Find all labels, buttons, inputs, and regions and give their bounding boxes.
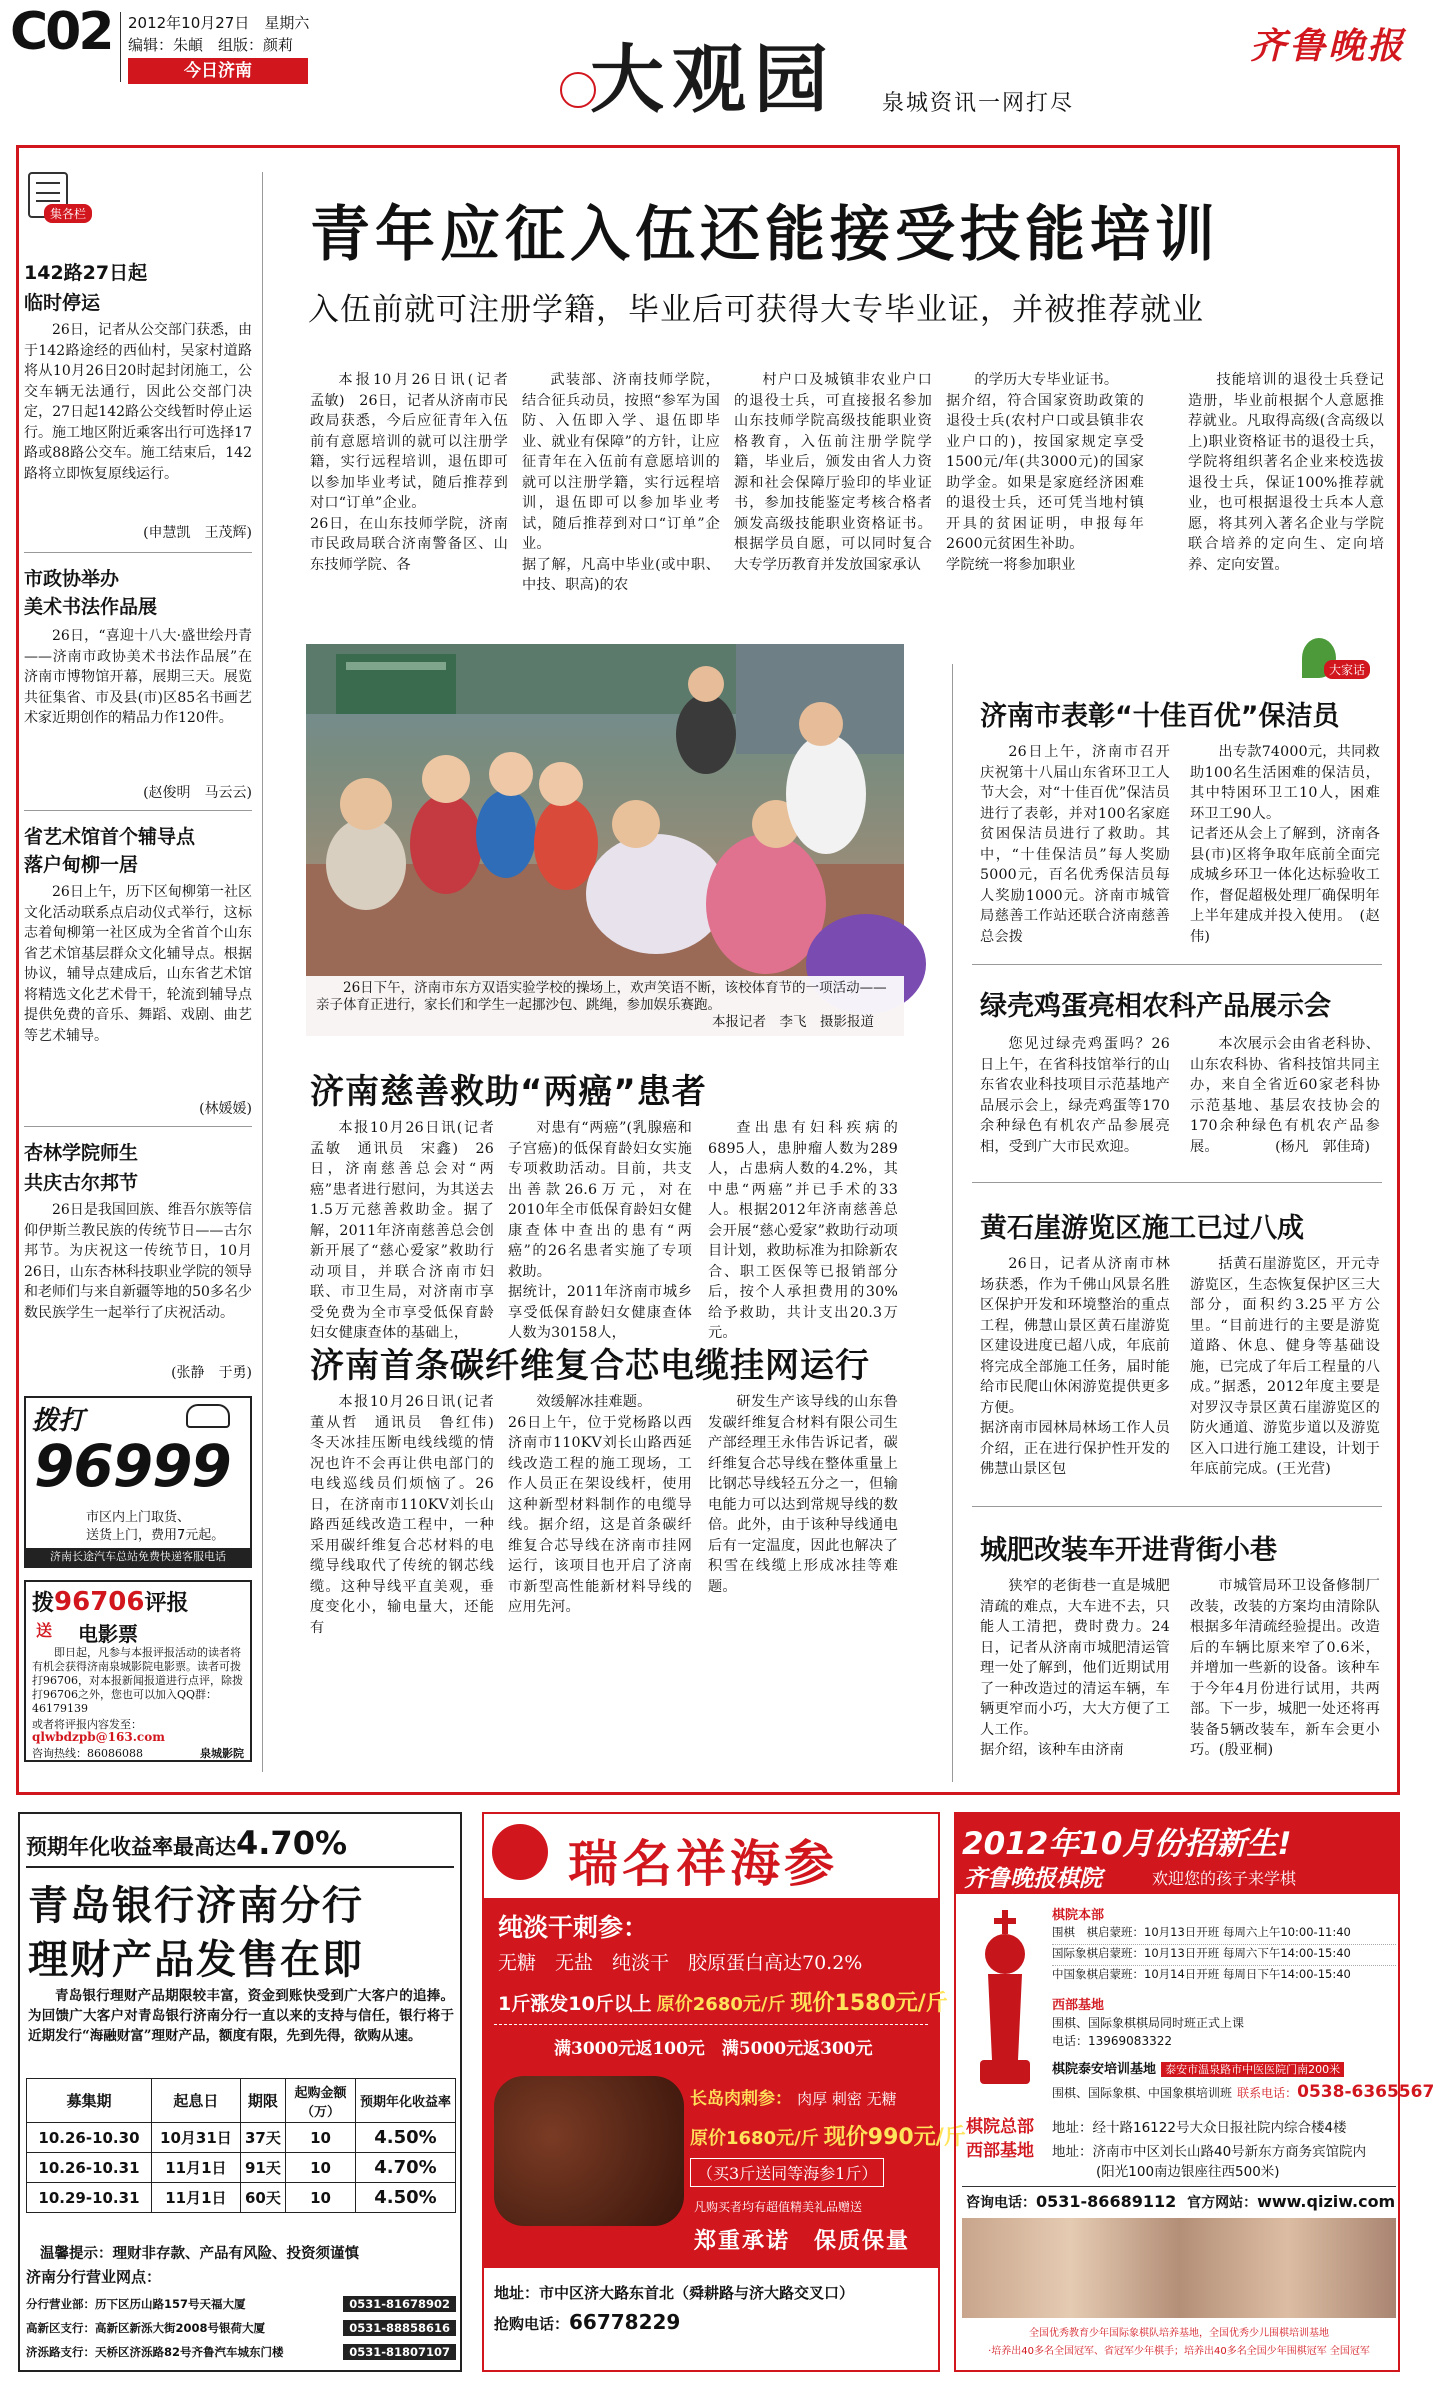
chess-tel-label: 咨询电话： bbox=[966, 2195, 1036, 2211]
bank-table bbox=[26, 2078, 456, 2213]
egg-col-1: 您见过绿壳鸡蛋吗？26日上午，在省科技馆举行的山东省农业科技项目示范基地产品展示会上，绿壳鸡蛋等170余种绿色有机农产品参展亮相，受到广大市民欢迎。 bbox=[980, 1036, 1170, 1155]
cleaner-col-1: 26日上午，济南市召开庆祝第十八届山东省环卫工人节大会，对“十佳百优”保洁员进行了表彰，并对100名家庭贫困保洁员进行了救助。其中，“十佳保洁员”每人奖励5000元，百名优秀保洁员每人奖励1000元。济南市城管局慈善工作站还联合济南慈善总会拨 bbox=[980, 744, 1170, 945]
haishen-tel-label: 抢购电话： bbox=[494, 2315, 570, 2333]
bank-desc: 青岛银行理财产品期限较丰富，资金到账快受到广大客户的追捧。为回馈广大客户对青岛银行济南分行一直以来的支持与信任，银行将于近期发行“海融财富”理财产品，额度有限，先到先得，欲购从速。 bbox=[28, 1988, 454, 2044]
hotline-line1: 市区内上门取货、 bbox=[86, 1510, 191, 1525]
haishen-logo-icon bbox=[492, 1824, 548, 1880]
bank-th: 起息日 bbox=[151, 2079, 240, 2123]
haishen-note: 凡购买者均有超值精美礼品赠送 bbox=[694, 2200, 863, 2214]
ticket-org: 泉城影院 bbox=[200, 1747, 244, 1760]
news4-body: 26日是我国回族、维吾尔族等信仰伊斯兰教民族的传统节日——古尔邦节。为庆祝这一传统节日，10月26日，山东杏林科技职业学院的领导和老师们与来自新疆等地的50多名少数民族学生一起举行了庆祝活动。 bbox=[24, 1202, 252, 1321]
table-row: 10.29-10.31 11月1日 60天 10 4.50% bbox=[27, 2183, 456, 2213]
paper-logo: 齐鲁晚报 bbox=[1250, 25, 1407, 67]
p1-title: 纯淡干刺参： bbox=[498, 1913, 649, 1942]
news-photo bbox=[306, 644, 904, 1036]
p2-gift: （买3斤送同等海参1斤） bbox=[690, 2158, 884, 2187]
news1-kicker: 142路27日起 bbox=[24, 262, 148, 284]
truck-col-1: 狭窄的老街巷一直是城肥清疏的难点，大车进不去，只能人工清把，费时费力。24日，记者从济南市城肥清运管理一处了解到，他们近期试用了一种改造过的清运车辆，车辆更窄而小巧，大大方便了工人工作。 据介绍，该种车由济南 bbox=[980, 1578, 1170, 1758]
haishen-addr: 市中区济大路东首北（舜耕路与济大路交叉口） bbox=[539, 2284, 855, 2302]
p1-features: 无糖 无盐 纯淡干 胶原蛋白高达70.2% bbox=[498, 1952, 863, 1974]
column-rule bbox=[262, 172, 263, 1772]
sidebar bbox=[24, 172, 252, 1772]
news3-kicker: 省艺术馆首个辅导点 bbox=[24, 826, 196, 848]
ticket-number: 96706 bbox=[54, 1587, 145, 1617]
ticket-body: 即日起，凡参与本报评报活动的读者将有机会获得济南泉城影院电影票。读者可拨打96706，对本报新闻报道进行点评，除拨打96706之外，您也可以加入QQ群：46179139 bbox=[32, 1646, 243, 1715]
chess-footer-1: 全国优秀教育少年国际象棋队培养基地，全国优秀少儿围棋培训基地 bbox=[1029, 2328, 1329, 2339]
hotline-footer: 济南长途汽车总站免费快递客服电话 bbox=[26, 1548, 250, 1566]
page-number: C02 bbox=[10, 2, 112, 62]
haishen-ad[interactable] bbox=[482, 1812, 966, 2372]
main-subhead: 入伍前就可注册学籍，毕业后可获得大专毕业证，并被推荐就业 bbox=[308, 292, 1204, 328]
lead-col-1: 本报10月26日讯(记者 孟敏) 26日，记者从济南市民政局获悉，今后应征青年入伍前有意愿培训的就可以注册学籍，实行远程培训，退伍即可以参加毕业考试，随后推荐到对口“订单”企业。 26日，在山东技师学院，济南市民政局联合济南警备区、山东技师学院、各 bbox=[310, 372, 508, 573]
haishen-tel[interactable]: 66778229 bbox=[569, 2310, 681, 2334]
cancer-col-2: 对患有“两癌”(乳腺癌和子宫癌)的低保育龄妇女实施专项救助活动。目前，共支出善款26.6万元，对在2010年全市低保育龄妇女健康查体中查出的患有“两癌”的26名患者实施了专项救助。 据统计，2011年济南市城乡享受低保育龄妇女健康查体人数为30158人， bbox=[508, 1120, 692, 1341]
list-item: 国际象棋启蒙班：10月13日开班 每周六下午14:00-15:40 bbox=[1052, 1945, 1396, 1966]
hotline-number: 96999 bbox=[34, 1432, 231, 1500]
haishen-product-image bbox=[494, 2076, 684, 2226]
phone-icon bbox=[186, 1404, 230, 1428]
news2-kicker: 市政协举办 bbox=[24, 568, 120, 590]
haishen-header bbox=[484, 1814, 938, 1894]
cancer-col-1: 本报10月26日讯(记者 孟敏 通讯员 宋鑫) 26日，济南慈善总会对“两癌”患者进行慰问，为其送去1.5万元慈善救助金。据了解，2011年济南慈善总会创新开展了“慈心爱家”救助行动项目，并联合济南市妇联、市卫生局，对济南市享受免费为全市享受低保育龄妇女健康查体的基础上， bbox=[310, 1120, 509, 1341]
list-item: 分行营业部：历下区历山路157号天福大厦 0531-81678902 bbox=[26, 2292, 456, 2316]
news1-author: (申慧凯 王茂辉) bbox=[143, 525, 252, 541]
chess-base-phone[interactable]: 0538-6365567 bbox=[1297, 2082, 1434, 2102]
ticket-contact: 咨询热线：86086088 bbox=[32, 1747, 143, 1760]
chess-hq-addr: 地址：经十路16122号大众日报社院内综合楼4楼 bbox=[1052, 2120, 1347, 2136]
haishen-gift: 满3000元返100元 满5000元返300元 bbox=[554, 2039, 873, 2059]
haishen-addr-label: 地址： bbox=[494, 2284, 540, 2302]
chess-base-phone-label: 联系电话： bbox=[1237, 2086, 1298, 2100]
chess-east-label: 棋院本部 bbox=[1052, 1908, 1105, 1923]
chess-wb-addr: 地址：济南市中区刘长山路40号新东方商务宾馆院内 bbox=[1052, 2144, 1367, 2160]
bank-top: 预期年化收益率最高达 bbox=[26, 1835, 236, 1859]
hotline-box[interactable] bbox=[24, 1396, 252, 1568]
news3-title: 落户甸柳一居 bbox=[24, 854, 139, 876]
cable-headline: 济南首条碳纤维复合芯电缆挂网运行 bbox=[310, 1346, 870, 1386]
chess-base-addr: 泰安市温泉路市中医医院门南200米 bbox=[1161, 2062, 1344, 2077]
bank-branch-list bbox=[26, 2292, 456, 2364]
chess-west-phone: 电话：13969083322 bbox=[1052, 2034, 1172, 2048]
chess-students-photo bbox=[962, 2218, 1396, 2318]
list-item: 围棋 棋启蒙班：10月13日开班 每周六上午10:00-11:40 bbox=[1052, 1924, 1396, 1945]
bank-title-2: 理财产品发售在即 bbox=[28, 1937, 364, 1983]
photo-caption: 26日下午，济南市东方双语实验学校的操场上，欢声笑语不断，该校体育节的一项活动——亲子体育正进行，家长们和学生一起挪沙包、跳绳，参加娱乐赛跑。 bbox=[316, 980, 887, 1013]
lead-col-2: 武装部、济南技师学院，结合征兵动员，按照“参军为国防、入伍即入学、退伍即毕业、就业有保障”的方针，让应征青年在入伍前有意愿培训的就可以注册学籍，实行远程培训，退伍即可以参加毕业考试，随后推荐到对口“订单”企业。 据了解，凡高中毕业(或中职、中技、职高)的农 bbox=[522, 372, 720, 593]
bank-ad[interactable] bbox=[18, 1812, 462, 2372]
bank-th: 预期年化收益率 bbox=[356, 2079, 456, 2123]
haishen-brand: 瑞名祥海参 bbox=[568, 1835, 838, 1893]
photo-credit: 本报记者 李飞 摄影报道 bbox=[712, 1014, 874, 1030]
chess-base-label: 棋院泰安培训基地 bbox=[1052, 2062, 1157, 2077]
p2-title: 长岛肉刺参： bbox=[690, 2089, 792, 2109]
chess-base-items: 围棋、国际象棋、中国象棋培训班 bbox=[1052, 2086, 1233, 2100]
chess-king-icon bbox=[970, 1910, 1040, 2100]
ticket-label1: 送 bbox=[36, 1621, 53, 1640]
egg-col-2: 本次展示会由省老科协、山东农科协、省科技馆共同主办，来自全省近60家老科协示范基地、基层农技协会的170余种绿色有机农产品参展。 bbox=[1190, 1036, 1380, 1155]
hotline-label: 拨打 bbox=[32, 1406, 85, 1436]
header-divider bbox=[120, 12, 121, 82]
scenic-col-1: 26日，记者从济南市林场获悉，作为千佛山风景名胜区保护开发和环境整治的重点工程，佛慧山景区黄石崖游览区建设进度已超八成，年底前将完成全部施工任务，届时能给市民爬山休闲游览提供更多方便。 据济南市园林局林场工作人员介绍，正在进行保护性开发的佛慧山景区包 bbox=[980, 1256, 1170, 1477]
bank-top-rate: 4.70% bbox=[236, 1824, 348, 1862]
list-item: 中国象棋启蒙班：10月14日开班 每周日下午14:00-15:40 bbox=[1052, 1967, 1351, 1981]
section-tag[interactable]: 今日济南 bbox=[128, 58, 308, 84]
table-row: 10.26-10.30 10月31日 37天 10 4.50% bbox=[27, 2123, 456, 2153]
news3-body: 26日上午，历下区甸柳第一社区文化活动联系点启动仪式举行，这标志着甸柳第一社区成为全省首个山东省艺术馆基层群众文化辅导点。根据协议，辅导点建成后，山东省艺术馆将精选文化艺术骨干，轮流到辅导点提供免费的音乐、舞蹈、戏剧、曲艺等艺术辅导。 bbox=[24, 884, 252, 1044]
cleaner-headline: 济南市表彰“十佳百优”保洁员 bbox=[980, 701, 1340, 732]
lead-col-5: 技能培训的退役士兵登记造册，毕业前根据个人意愿推荐就业。凡取得高级(含高级以上)职业资格证书的退役士兵，学院将组织著名企业来校选拔退役士兵，保证100%推荐就业，也可根据退役士兵本人意愿，将其列入著名企业与学院联合培养的定向生、定向培养、定向安置。 bbox=[1188, 372, 1384, 573]
chess-brand: 齐鲁晚报棋院 bbox=[964, 1865, 1102, 1892]
ticket-label2: 电影票 bbox=[78, 1622, 138, 1646]
p2-orig-price: 原价1680元/斤 bbox=[690, 2128, 819, 2149]
chess-west-label: 西部基地 bbox=[1052, 1998, 1105, 2013]
p1-now-price: 现价1580元/斤 bbox=[790, 1991, 948, 2016]
p1-orig-price: 原价2680元/斤 bbox=[656, 1994, 786, 2015]
bank-th: 期限 bbox=[240, 2079, 285, 2123]
news2-title: 美术书法作品展 bbox=[24, 596, 158, 618]
bank-th: 起购金额（万） bbox=[286, 2079, 356, 2123]
p2-now-price: 现价990元/斤 bbox=[823, 2125, 966, 2150]
list-item: 济泺路支行：天桥区济泺路82号齐鲁汽车城东门楼 0531-81807107 bbox=[26, 2340, 456, 2364]
bank-th: 募集期 bbox=[27, 2079, 152, 2123]
ticket-title-post: 评报 bbox=[144, 1591, 189, 1616]
news4-author: (张静 于勇) bbox=[171, 1365, 252, 1381]
column-slogan: 泉城资讯一网打尽 bbox=[882, 91, 1075, 116]
editor-credits: 编辑：朱頔 组版：颜莉 bbox=[128, 36, 294, 54]
haishen-promise: 郑重承诺 保质保量 bbox=[694, 2229, 911, 2254]
news2-body: 26日，“喜迎十八大·盛世绘丹青——济南市政协美术书法作品展”在济南市博物馆开幕，展期三天。展览共征集省、市及县(市)区85名书画艺术家近期创作的精品力作120件。 bbox=[24, 628, 252, 726]
egg-author: (杨凡 郭佳琦) bbox=[1275, 1139, 1370, 1155]
list-item: 高新区支行：高新区新泺大街2008号银荷大厦 0531-88858616 bbox=[26, 2316, 456, 2340]
ticket-ad[interactable] bbox=[24, 1580, 252, 1762]
ticket-title-pre: 拨 bbox=[32, 1591, 55, 1616]
hotline-line2: 送货上门，费用7元起。 bbox=[86, 1528, 225, 1543]
bank-warning: 温馨提示：理财非存款、产品有风险、投资须谨慎 bbox=[40, 2246, 359, 2262]
news4-kicker: 杏林学院师生 bbox=[24, 1142, 139, 1164]
column-title: 大观园 bbox=[590, 37, 836, 123]
chess-wb-addr2: (阳光100南边银座往西500米) bbox=[1096, 2164, 1280, 2180]
cancer-headline: 济南慈善救助“两癌”患者 bbox=[310, 1072, 707, 1112]
news1-title: 临时停运 bbox=[24, 292, 101, 314]
news4-title: 共庆古尔邦节 bbox=[24, 1172, 139, 1194]
p1-price-pre: 1斤涨发10斤以上 bbox=[498, 1993, 652, 2015]
truck-col-2: 市城管局环卫设备修制厂改装，改装的方案均由清除队根据多年清疏经验提出。改造后的车辆比原来窄了0.6米，并增加一些新的设备。该种车于今年4月份进行试用，共两部。下一步，城肥一处还将再装备5辆改装车，新车会更小巧。(殷亚桐) bbox=[1190, 1578, 1380, 1758]
news2-author: (赵俊明 马云云) bbox=[143, 785, 252, 801]
bank-title-1: 青岛银行济南分行 bbox=[28, 1883, 364, 1929]
chess-footer-2: ·培养出40多名全国冠军、省冠军少年棋手；培养出40多名全国少年围棋冠军 全国冠军 bbox=[988, 2346, 1370, 2357]
chess-banner bbox=[956, 1814, 1398, 1894]
issue-date: 2012年10月27日 星期六 bbox=[128, 14, 310, 32]
cleaner-col-2: 出专款74000元，共同救助100名生活困难的保洁员，其中特困环卫工10人，困难环卫工90人。 记者还从会上了解到，济南各县(市)区将争取年底前全面完成城乡环卫一体化达标验收工作，督促超极处理厂确保明年上半年建成并投入使用。 (赵伟) bbox=[1190, 744, 1380, 945]
chess-tel[interactable]: 0531-86689112 bbox=[1036, 2192, 1177, 2211]
egg-headline: 绿壳鸡蛋亮相农科产品展示会 bbox=[980, 991, 1331, 1022]
lead-col-4: 的学历大专毕业证书。 据介绍，符合国家资助政策的退役士兵(农村户口或县镇非农业户口的)，按国家规定享受1500元/年(共3000元)的国家助学金。如果是家庭经济困难的退役士兵，还可凭当地村镇开具的贫困证明，申报每年2600元贫困生补助。 学院统一将参加职业 bbox=[946, 372, 1144, 573]
chess-hq-label: 棋院总部 bbox=[966, 2117, 1034, 2137]
chess-ad[interactable] bbox=[954, 1812, 1434, 2372]
truck-headline: 城肥改装车开进背街小巷 bbox=[980, 1535, 1277, 1566]
news1-body: 26日，记者从公交部门获悉，由于142路途经的西仙村，吴家村道路将从10月26日20时起封闭施工，公交车辆无法通行，因此公交部门决定，27日起142路公交线暂时停止运行。施工地区附近乘客出行可选择17路或88路公交车。施工结束后，142路将立即恢复原线运行。 bbox=[24, 322, 252, 482]
chess-wb-label: 西部基地 bbox=[966, 2141, 1034, 2161]
chess-west-classes: 围棋、国际象棋棋局同时班正式上课 bbox=[1052, 2016, 1245, 2030]
right-badge: 大家话 bbox=[1324, 660, 1370, 679]
sidebar-badge: 集各栏 bbox=[44, 204, 92, 223]
cable-col-2: 效缓解冰挂难题。 26日上午，位于党杨路以西济南市110KV刘长山路西延线改造工程的施工现场，工作人员正在架设线杆，使用这种新型材料制作的电缆导线。据介绍，这是首条碳纤维复合芯导线在济南市挂网运行，该项目也开启了济南市新型高性能新材料导线的应用先河。 bbox=[508, 1394, 692, 1615]
chess-web-label: 官方网站： bbox=[1187, 2195, 1258, 2211]
table-row: 10.26-10.31 11月1日 91天 10 4.70% bbox=[27, 2153, 456, 2183]
lead-col-3: 村户口及城镇非农业户口的退役士兵，可直接报名参加山东技师学院高级技能职业资格教育，入伍前注册学院学籍，毕业后，颁发由省人力资源和社会保障厅验印的毕业证书，参加技能鉴定考核合格者颁发高级技能职业资格证书。根据学员自愿，可以同时复合大专学历教育并发放国家承认 bbox=[734, 372, 932, 573]
bank-net-title: 济南分行营业网点： bbox=[26, 2268, 162, 2286]
cable-col-3: 研发生产该导线的山东鲁发碳纤维复合材料有限公司生产部经理王永伟告诉记者，碳纤维复合芯导线在整体重量上比钢芯导线轻五分之一，但输电能力可以达到常规导线的数倍。此外，由于该种导线通电后有一定温度，因此也解决了积雪在线缆上形成冰挂等难题。 bbox=[708, 1394, 898, 1595]
cable-col-1: 本报10月26日讯(记者 董从哲 通讯员 鲁红伟) 冬天冰挂压断电线线缆的情况也许不会再让供电部门的电线巡线员们烦恼了。26日，在济南市110KV刘长山路西延线改造工程中，一种采用碳纤维复合芯材料的电缆导线取代了传统的钢芯线缆。这种导线平直美观，垂度变化小，输电量大，还能有 bbox=[310, 1394, 509, 1636]
ticket-email[interactable]: qlwbdzpb@163.com bbox=[32, 1730, 165, 1744]
news3-author: (林媛媛) bbox=[199, 1101, 252, 1117]
haishen-panel bbox=[484, 1898, 966, 2268]
photo-caption-box bbox=[306, 976, 904, 1036]
ticket-email-label: 或者将评报内容发至： bbox=[32, 1718, 142, 1731]
chess-welcome: 欢迎您的孩子来学棋 bbox=[1152, 1869, 1297, 1888]
scenic-col-2: 括黄石崖游览区，开元寺游览区，生态恢复保护区三大部分，面积约3.25平方公里。“目前进行的主要是游览道路、休息、健身等基础设施，已完成了年后工程量的八成。”据悉，2012年度主要是对罗汉寺景区黄石崖游览区的防火通道、游览步道以及游览区入口进行施工建设，计划于年底前完成。(王光营) bbox=[1190, 1256, 1380, 1477]
cancer-col-3: 查出患有妇科疾病的6895人，患肿瘤人数为289人，占患病人数的4.2%，其中患“两癌”并已手术的33人。根据2012年济南慈善总会开展“慈心爱家”救助行动项目计划，救助标准为扣除新农合、职工医保等已报销部分后，按个人承担费用的30%给予救助，共计支出20.3万元。 bbox=[708, 1120, 898, 1341]
chess-title: 2012年10月份招新生! bbox=[962, 1826, 1292, 1862]
column-ornament bbox=[560, 72, 596, 108]
chess-class-list bbox=[1052, 1924, 1396, 1987]
p2-features: 肉厚 刺密 无糖 bbox=[797, 2090, 897, 2108]
chess-web[interactable]: www.qiziw.com bbox=[1257, 2192, 1396, 2211]
scenic-headline: 黄石崖游览区施工已过八成 bbox=[980, 1213, 1304, 1244]
main-headline: 青年应征入伍还能接受技能培训 bbox=[310, 200, 1220, 270]
